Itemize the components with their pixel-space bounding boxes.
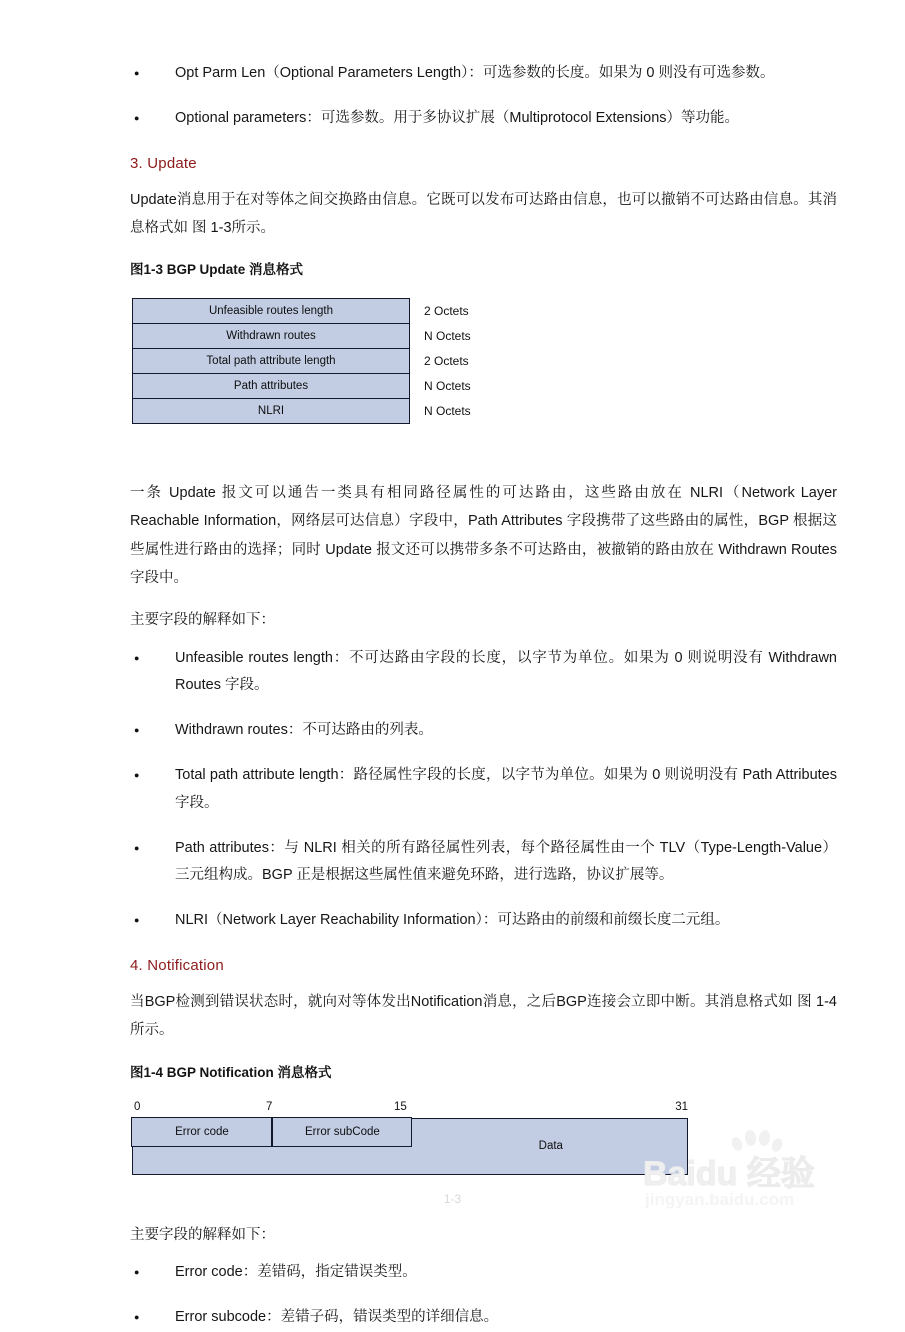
table-row — [132, 298, 652, 324]
list-item: ● Optional parameters：可选参数。用于多协议扩展（Multiprotocol Extensions）等功能。 — [130, 105, 837, 133]
list-item: ● Error subcode：差错子码，错误类型的详细信息。 — [130, 1304, 837, 1332]
list-item: ● Opt Parm Len（Optional Parameters Length）：可选参数的长度。如果为 0 则没有可选参数。 — [130, 60, 837, 88]
field-data: Data — [538, 1139, 563, 1152]
field-box: NLRI — [132, 398, 410, 424]
watermark-url: jingyan.baidu.com — [645, 1190, 795, 1209]
list-item: ● Total path attribute length：路径属性字段的长度，以字节为单位。如果为 0 则说明没有 Path Attributes 字段。 — [130, 762, 837, 818]
bit-ruler — [132, 1101, 688, 1118]
table-row — [132, 398, 652, 424]
list-item: ● Unfeasible routes length：不可达路由字段的长度，以字节为单位。如果为 0 则说明没有 Withdrawn Routes 字段。 — [130, 645, 837, 701]
field-box: Path attributes — [132, 373, 410, 399]
update-field-bullet-list — [130, 645, 837, 936]
watermark-brand: Baidu 经验 — [643, 1155, 815, 1193]
section-heading-notification: 4. Notification — [130, 957, 224, 975]
spacer — [130, 445, 837, 479]
notification-field-bullet-list — [130, 1259, 837, 1332]
field-size-label: 2 Octets — [424, 304, 469, 319]
list-item: ● Error code：差错码，指定错误类型。 — [130, 1259, 837, 1287]
section-heading-update: 3. Update — [130, 154, 197, 172]
field-error-subcode: Error subCode — [272, 1117, 412, 1147]
field-error-code: Error code — [131, 1117, 272, 1147]
bit-tick-31: 31 — [675, 1100, 688, 1113]
update-fields-lead: 主要字段的解释如下： — [130, 612, 275, 629]
figure-bgp-update-message-format — [132, 298, 652, 424]
top-bullet-list — [130, 60, 837, 133]
figure-caption-1-3: 图1-3 BGP Update 消息格式 — [130, 262, 304, 278]
update-body-paragraph: 一条 Update 报文可以通告一类具有相同路径属性的可达路由，这些路由放在 NLRI（Network Layer Reachable Information，网络层可达信息）字段中，Path Attributes 字段携带了这些路由的属性，BGP 根据这些属性进行路由的选择；同时 Update 报文还可以携带多条不可达路由，被撤销的路由放在 Withdrawn Routes 字段中。 — [130, 485, 837, 586]
field-size-label: 2 Octets — [424, 354, 469, 369]
notification-intro-paragraph: 当BGP检测到错误状态时，就向对等体发出Notification消息，之后BGP连接会立即中断。其消息格式如 图 1-4所示。 — [130, 994, 837, 1039]
field-box: Total path attribute length — [132, 348, 410, 374]
field-box: Unfeasible routes length — [132, 298, 410, 324]
field-size-label: N Octets — [424, 329, 471, 344]
field-size-label: N Octets — [424, 379, 471, 394]
field-size-label: N Octets — [424, 404, 471, 419]
bit-tick-15: 15 — [394, 1100, 407, 1113]
table-row — [132, 348, 652, 374]
figure-bgp-notification-message-format — [132, 1101, 688, 1175]
page-number: 1-3 — [443, 1192, 462, 1206]
table-row — [132, 373, 652, 399]
update-intro-paragraph: Update消息用于在对等体之间交换路由信息。它既可以发布可达路由信息，也可以撤销不可达路由信息。其消息格式如 图 1-3所示。 — [130, 191, 837, 236]
figure-caption-1-4: 图1-4 BGP Notification 消息格式 — [130, 1064, 332, 1080]
table-row — [132, 323, 652, 349]
bit-field-body — [132, 1118, 688, 1175]
list-item: ● NLRI（Network Layer Reachability Information）：可达路由的前缀和前缀长度二元组。 — [130, 907, 837, 935]
notification-fields-lead: 主要字段的解释如下： — [130, 1226, 275, 1243]
bit-tick-7: 7 — [266, 1100, 273, 1113]
field-box: Withdrawn routes — [132, 323, 410, 349]
list-item: ● Withdrawn routes：不可达路由的列表。 — [130, 717, 837, 745]
bit-tick-0: 0 — [134, 1100, 141, 1113]
list-item: ● Path attributes：与 NLRI 相关的所有路径属性列表，每个路径属性由一个 TLV（Type-Length-Value）三元组构成。BGP 正是根据这些属性值来避免环路，进行选路，协议扩展等。 — [130, 835, 837, 891]
